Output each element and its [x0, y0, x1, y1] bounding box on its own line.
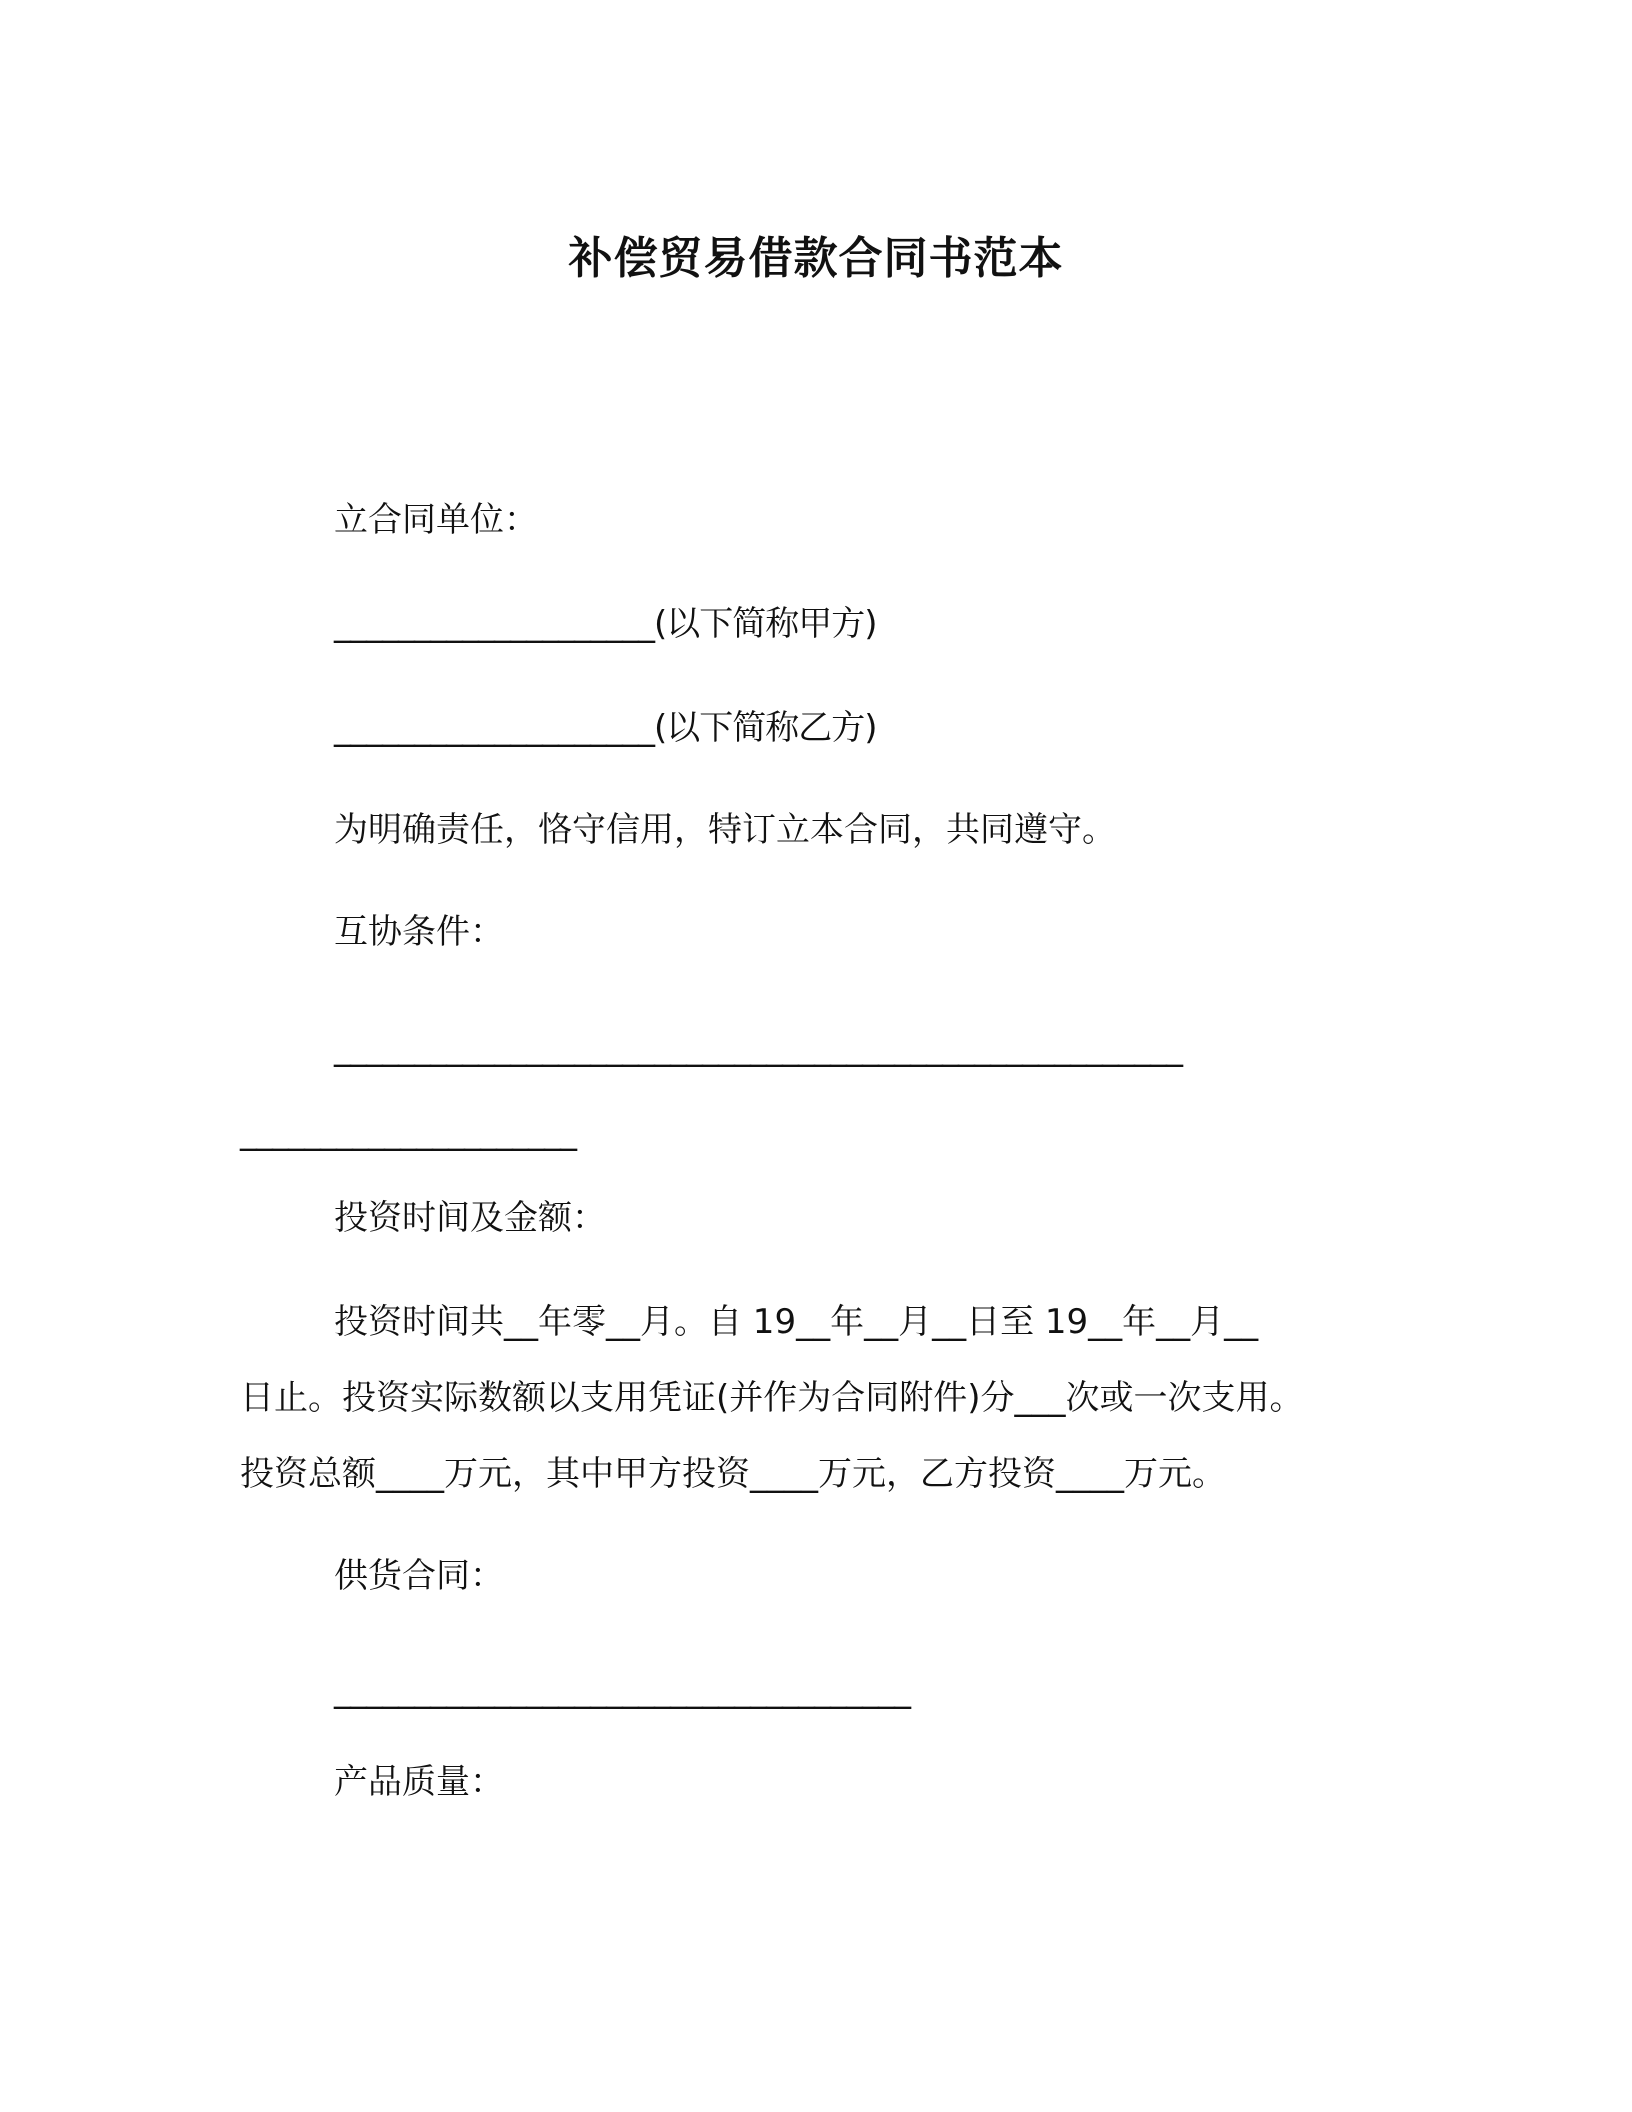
investment-text-line-1: 投资时间共__年零__月。自 19__年__月__日至 19__年__月__	[334, 1302, 1259, 1342]
investment-text-line-3: 投资总额____万元，其中甲方投资____万元，乙方投资____万元。	[240, 1454, 1226, 1494]
preamble-text: 为明确责任，恪守信用，特订立本合同，共同遵守。	[334, 810, 1116, 850]
section-investment-heading: 投资时间及金额：	[334, 1198, 606, 1238]
section-supply-heading: 供货合同：	[334, 1556, 504, 1596]
section-cooperation-heading: 互协条件：	[334, 912, 504, 952]
document-title: 补偿贸易借款合同书范本	[568, 233, 1064, 284]
supply-blank-line: ____________________________________	[334, 1670, 910, 1710]
party-b-line: ____________________(以下简称乙方)	[334, 708, 877, 748]
investment-text-line-2: 日止。投资实际数额以支用凭证(并作为合同附件)分___次或一次支用。	[240, 1378, 1304, 1418]
section-quality-heading: 产品质量：	[334, 1762, 504, 1802]
cooperation-blank-line-2: _____________________	[240, 1112, 576, 1152]
cooperation-blank-line-1: _____________________________________________________	[334, 1028, 1182, 1068]
party-a-line: ____________________(以下简称甲方)	[334, 604, 877, 644]
parties-heading: 立合同单位：	[334, 500, 538, 540]
